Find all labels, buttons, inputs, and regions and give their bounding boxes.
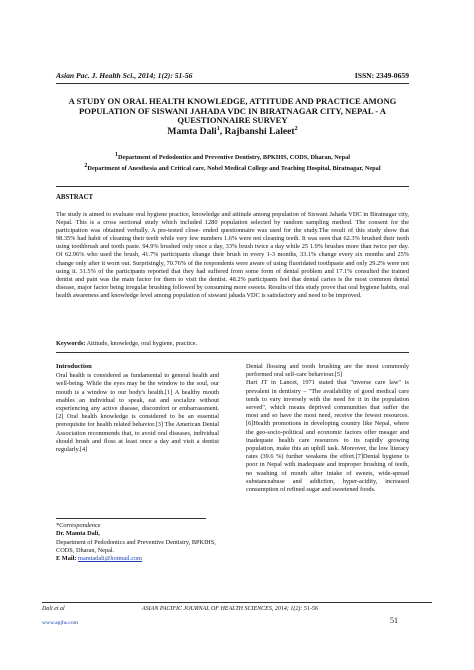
author-line xyxy=(56,126,409,137)
author-1-sup: 1 xyxy=(216,126,220,132)
journal-citation: Asian Pac. J. Health Sci., 2014; 1(2): 51-56 xyxy=(56,71,193,80)
footer-journal: ASIAN PACIFIC JOURNAL OF HEALTH SCIENCES, 2014; 1(2): 51-56 xyxy=(142,606,318,612)
issn: ISSN: 2349-0659 xyxy=(354,71,409,80)
intro-heading: Introduction xyxy=(56,363,92,370)
affiliation-2-text: Department of Anesthesia and Critical care, Nobel Medical College and Teaching Hospital, Biratnagar, Nepal xyxy=(87,165,381,173)
page-number: 51 xyxy=(390,616,398,625)
running-header xyxy=(56,71,409,80)
keywords-rule xyxy=(56,352,409,353)
correspondence-rule xyxy=(56,518,206,519)
keywords xyxy=(56,340,197,347)
email-label: E Mail: xyxy=(56,555,77,563)
intro-right-paragraph-1: Dental flossing and tooth brushing are the most commonly performed oral self-care behaviour.[5] xyxy=(246,363,409,379)
paper-title: A STUDY ON ORAL HEALTH KNOWLEDGE, ATTITUDE AND PRACTICE AMONG POPULATION OF SISWANI JAHADA VDC IN BIRATNAGAR CITY, NEPAL - A QUESTIONNAIRE SURVEY xyxy=(68,96,397,126)
affiliation-1 xyxy=(56,151,409,162)
email-link[interactable]: mamtadali@hotmail.com xyxy=(78,555,143,563)
affiliation-2-sup: 2 xyxy=(84,163,88,170)
footer-url-link[interactable]: www.apjhs.com xyxy=(42,620,78,626)
footer-authors: Dali et al xyxy=(42,606,65,612)
intro-left-paragraph: Oral health is considered as fundamental to general health and well-being. While the eyes may be the window to the soul, our mouth is a window to our body's health.[1] A healthy mouth enables an individual to speak, eat and socialize without experiencing any active disease, discomfort or embarrassment.[2] Oral health knowledge is considered to be an essential prerequisite for health related behavior.[3] The American Dental Association recommends that, to avoid oral diseases, individual should brush and floss at least once a day and visit a dentist regularly.[4] xyxy=(56,372,219,454)
author-2-sup: 2 xyxy=(294,126,298,132)
intro-right-paragraph-2: Hart JT in Lancet, 1971 stated that "inverse care law" is prevalent in dentistry – "The availability of good medical care tends to vary inversely with the need for it in the population served", which means deprived communities that suffer the most and so have the most need, receive the fewest resources.[6]Health promotions in developing country like Nepal, where the geo-socio-political and economic factors offer meager and inadequate health care resources to its rapidly growing population, make this an uphill task. Moreover, the low literacy rates (39.6 %) further weakens the effort.[7]Dental hygiene is poor in Nepal with inadequate and improper brushing of teeth, no washing of mouth after intake of sweets, wide-spread substanceabuse and addiction, hyper-acidity, increased consumption of refined sugar and sweetened foods. xyxy=(246,379,409,494)
footer-rule xyxy=(42,602,432,603)
abstract-heading: ABSTRACT xyxy=(56,194,94,201)
abstract-top-rule xyxy=(56,186,409,187)
author-1: Mamta Dali xyxy=(167,126,217,138)
correspondence-dept: Department of Pedodontics and Preventive Dentistry, BPKIHS, CODS, Dharan, Nepal. xyxy=(56,538,216,554)
affiliation-1-sup: 1 xyxy=(115,152,118,158)
affiliations xyxy=(56,151,409,174)
header-rule xyxy=(56,83,409,84)
correspondence-block xyxy=(56,522,219,563)
right-column xyxy=(246,363,409,494)
author-separator: , xyxy=(219,126,225,138)
affiliation-2 xyxy=(56,162,409,173)
keywords-text: Attitude, knowledge, oral hygiene, practice. xyxy=(85,340,198,347)
correspondence-label: *Correspondence xyxy=(56,522,101,529)
abstract-text: The study is aimed to evaluate oral hygiene practice, knowledge and attitude among population of Siswani Jahada VDC in Biratnagar city, Nepal. This is a cross sectional study which included 1280 population selected by random sampling method. The consent for the participation was obtained verbally. A pre-tested close- ended questionnaire was used for the study.The result of this study show that 98.35% had habit of cleaning their teeth while very few numbers 1.6% were not cleaning teeth. It was seen that 62.3% brushed their teeth using toothbrush and tooth paste. 94.9% brushed only once a day, 33% brush twice a day while 25 1.9% brushes more than twice per day. Of 62.96% who used the brush, 41.7% participants change their brush in every 1-3 months, 33.1% change every six months and 25% change only after it worn out. Surprisingly, 70.76% of the respondents were aware of using fluoridated toothpaste and only 29.2% were not using it. 31.5% of the participants reported that they had suffered from some form of dental problem and 17.1% consulted the trained dentist and pain was the main factor for them to visit the dentist. 48.2% participants feel that dental caries is the most common dental disease, major factor being irregular brushing followed by consuming more sweets. Results of this study prove that oral hygiene habits, oral health awareness and knowledge level among population of siswani jahada VDC is satisfactory and need to be improved. xyxy=(56,211,409,299)
affiliation-1-text: Department of Pedodontics and Preventive Dentistry, BPKIHS, CODS, Dharan, Nepal xyxy=(118,154,350,162)
correspondence-name: Dr. Mamta Dali, xyxy=(56,530,100,538)
left-column xyxy=(56,363,219,454)
author-2: Rajbanshi Laleet xyxy=(224,126,295,138)
keywords-label: Keywords: xyxy=(56,340,86,347)
